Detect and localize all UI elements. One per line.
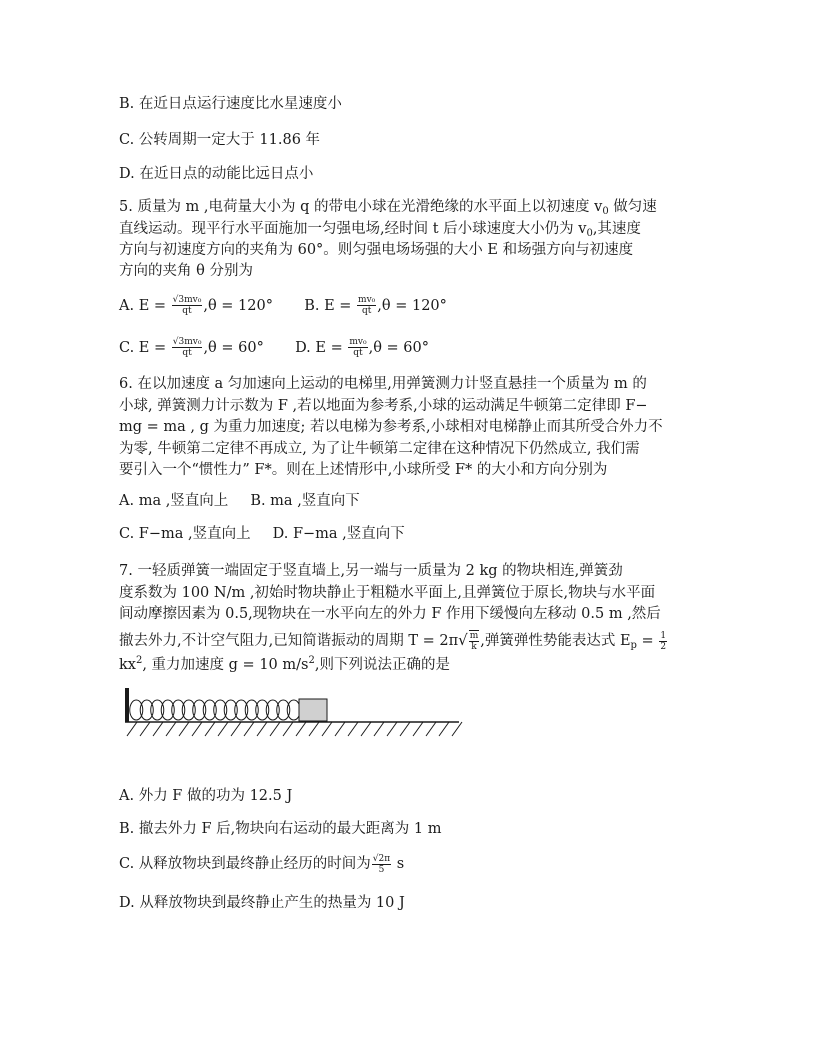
q7-stem-line-2: 度系数为 100 N/m ,初始时物块静止于粗糙水平面上,且弹簧位于原长,物块与水平面 (119, 585, 656, 601)
fraction: $\frac{m}{k}$ (469, 631, 479, 652)
q5-stem-line-1: 5. 质量为 m ,电荷量大小为 q 的带电小球在光滑绝缘的水平面上以初速度 $v_0$ 做匀速 (119, 199, 657, 217)
ground-hatch (140, 722, 150, 736)
spring-coil (182, 700, 195, 720)
q7-stem-line-1: 7. 一轻质弹簧一端固定于竖直墙上,另一端与一质量为 2 kg 的物块相连,弹簧劲 (119, 563, 623, 579)
ground-hatch (439, 722, 449, 736)
q6-stem-line-4: 为零, 牛顿第二定律不再成立, 为了让牛顿第二定律在这种情况下仍然成立, 我们需 (119, 441, 640, 457)
spring-coil (256, 700, 269, 720)
ground-hatch (387, 722, 397, 736)
q4-option-b: B. 在近日点运行速度比水星速度小 (119, 96, 342, 112)
fraction: $\frac{\text{mv₀}}{qt}$ (358, 295, 376, 316)
spring-coil (130, 700, 143, 720)
q7-option-d: D. 从释放物块到最终静止产生的热量为 10 J (119, 895, 405, 911)
ground-hatch (270, 722, 280, 736)
q5-option-b: B. E = $\frac{\text{mv₀}}{qt}$ ,θ = 120° (304, 295, 447, 316)
q6-option-b: B. ma ,竖直向下 (250, 493, 360, 509)
q6-option-a: A. ma ,竖直向上 (119, 493, 229, 509)
q6-options-cd (119, 524, 405, 544)
q5-options-cd (119, 337, 429, 358)
fraction: $\frac{\text{√3mv₀}}{qt}$ (172, 295, 202, 316)
ground-hatch (413, 722, 423, 736)
spring-coil (172, 700, 185, 720)
q5-options-ab (119, 295, 447, 316)
q5-stem-line-4: 方向的夹角 θ 分别为 (119, 263, 253, 279)
spring-coil (224, 700, 237, 720)
spring-coil (245, 700, 258, 720)
q5-option-c: C. E = $\frac{\text{√3mv₀}}{qt}$ ,θ = 60° (119, 337, 264, 358)
q7-stem-line-3: 间动摩擦因素为 0.5,现物块在一水平向左的外力 F 作用下缓慢向左移动 0.5 m ,然后 (119, 606, 661, 622)
spring-coil (287, 700, 300, 720)
spring (130, 700, 301, 720)
q6-stem-line-2: 小球, 弹簧测力计示数为 F ,若以地面为参考系,小球的运动满足牛顿第二定律即 F− (119, 398, 648, 414)
spring-coil (266, 700, 279, 720)
q4-option-d: D. 在近日点的动能比远日点小 (119, 166, 314, 182)
ground-hatch (231, 722, 241, 736)
ground-hatch (361, 722, 371, 736)
q6-stem-line-1: 6. 在以加速度 a 匀加速向上运动的电梯里,用弹簧测力计竖直悬挂一个质量为 m 的 (119, 376, 647, 392)
q7-stem-line-4: 撤去外力,不计空气阻力,已知简谐振动的周期 T = 2π√ $\frac{m}{k}$ ,弹簧弹性势能表达式 $E_p$ = $\frac{1}{2}$ (119, 630, 667, 652)
fraction: $\frac{√2\pi}{5}$ (372, 853, 391, 875)
q5-option-a: A. E = $\frac{\text{√3mv₀}}{qt}$ ,θ = 120° (119, 295, 273, 316)
q6-option-c: C. F−ma ,竖直向上 (119, 526, 251, 542)
q7-option-c: C. 从释放物块到最终静止经历的时间为 $\frac{√2\pi}{5}$ s (119, 853, 405, 875)
ground-hatch (218, 722, 228, 736)
q5-stem-line-2: 直线运动。现平行水平面施加一匀强电场,经时间 t 后小球速度大小仍为 $v_0$,其速度 (119, 221, 641, 239)
ground-hatch (400, 722, 410, 736)
q5-option-d: D. E = $\frac{\text{mv₀}}{qt}$ ,θ = 60° (295, 337, 430, 358)
ground-hatch (283, 722, 293, 736)
ground-hatch (192, 722, 202, 736)
ground-hatch (348, 722, 358, 736)
spring-coil (214, 700, 227, 720)
ground (125, 722, 462, 736)
spring-coil (235, 700, 248, 720)
q6-option-d: D. F−ma ,竖直向下 (272, 526, 405, 542)
wall (125, 688, 129, 722)
q6-options-ab (119, 491, 360, 511)
ground-hatch (179, 722, 189, 736)
spring-coil (161, 700, 174, 720)
ground-hatch (153, 722, 163, 736)
ground-hatch (374, 722, 384, 736)
q4-option-c: C. 公转周期一定大于 11.86 年 (119, 132, 321, 148)
spring-coil (193, 700, 206, 720)
ground-hatch (452, 722, 462, 736)
fraction: $\frac{\text{√3mv₀}}{qt}$ (172, 337, 202, 358)
ground-hatch (205, 722, 215, 736)
spring-coil (151, 700, 164, 720)
ground-hatch (257, 722, 267, 736)
spring-block-diagram (123, 684, 468, 740)
spring-coil (203, 700, 216, 720)
q6-stem-line-5: 要引入一个“惯性力” F*。则在上述情形中,小球所受 F* 的大小和方向分别为 (119, 462, 608, 478)
block (299, 699, 327, 721)
ground-hatch (244, 722, 254, 736)
ground-hatch (166, 722, 176, 736)
fraction: $\frac{1}{2}$ (660, 630, 667, 652)
spring-coil (140, 700, 153, 720)
q5-stem-line-3: 方向与初速度方向的夹角为 60°。则匀强电场场强的大小 E 和场强方向与初速度 (119, 242, 634, 258)
ground-hatch (322, 722, 332, 736)
q7-option-b: B. 撤去外力 F 后,物块向右运动的最大距离为 1 m (119, 821, 442, 837)
q6-stem-line-3: mg = ma , g 为重力加速度; 若以电梯为参考系,小球相对电梯静止而其所受合外力不 (119, 419, 663, 435)
ground-hatch (296, 722, 306, 736)
fraction: $\frac{\text{mv₀}}{qt}$ (349, 337, 367, 358)
ground-hatch (309, 722, 319, 736)
ground-hatch (127, 722, 137, 736)
ground-hatch (335, 722, 345, 736)
ground-hatch (426, 722, 436, 736)
q7-stem-line-5: $kx^2$, 重力加速度 g = 10 $m/s^2$,则下列说法正确的是 (119, 655, 450, 673)
q7-option-a: A. 外力 F 做的功为 12.5 J (119, 788, 293, 804)
sqrt-symbol: √ (458, 631, 468, 649)
spring-coil (277, 700, 290, 720)
